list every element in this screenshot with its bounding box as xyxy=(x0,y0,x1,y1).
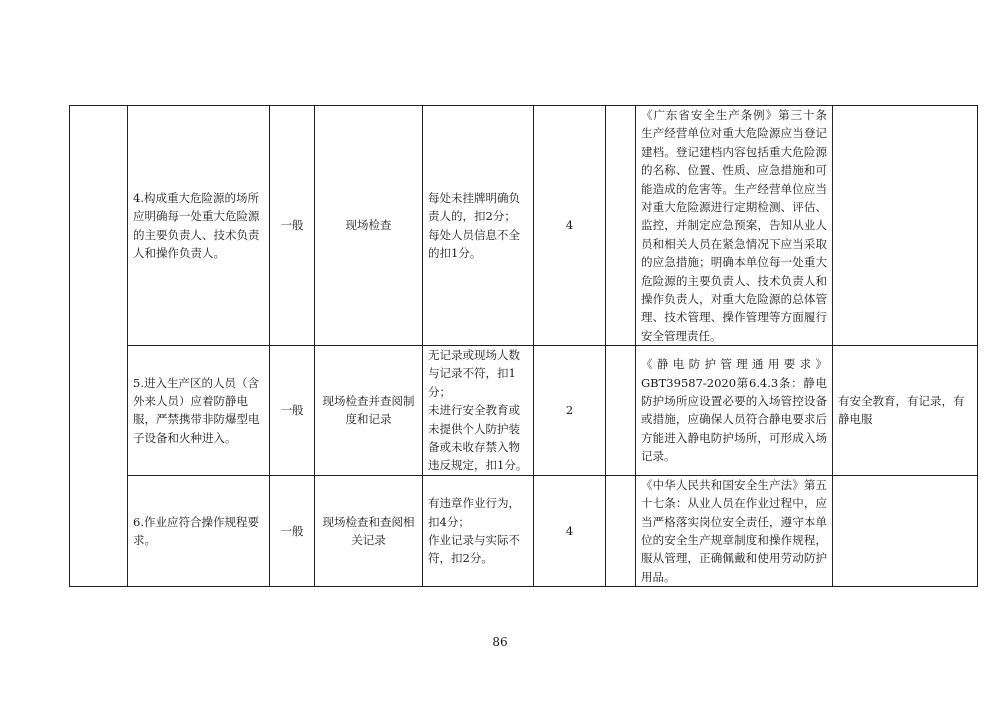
method-cell: 现场检查和查阅相关记录 xyxy=(315,475,423,586)
table-row xyxy=(70,346,978,476)
criteria-line: 无记录或现场人数与记录不符，扣1分； xyxy=(428,348,520,399)
level-cell: 一般 xyxy=(270,346,315,476)
score-cell: 2 xyxy=(534,346,606,476)
level-cell: 一般 xyxy=(270,106,315,346)
score-cell: 4 xyxy=(534,475,606,586)
note-cell: 有安全教育，有记录，有静电服 xyxy=(833,346,978,476)
basis-cell: 《广东省安全生产条例》第三十条 生产经营单位对重大危险源应当登记建档。登记建档内容包括重大危险源的名称、位置、性质、应急措施和可能造成的危害等。生产经营单位应当对重大危险源进行定期检测、评估、监控，并制定应急预案，告知从业人员和相关人员在紧急情况下应当采取的应急措施；明确本单位每一处重大危险源的主要负责人、技术负责人和操作负责人，对重大危险源的总体管理、技术管理、操作管理等方面履行安全管理责任。 xyxy=(636,106,833,346)
note-cell xyxy=(833,106,978,346)
item-cell: 4.构成重大危险源的场所应明确每一处重大危险源的主要负责人、技术负责人和操作负责人。 xyxy=(128,106,270,346)
criteria-line: 每处未挂牌明确负责人的，扣2分； xyxy=(428,190,520,224)
item-cell: 6.作业应符合操作规程要求。 xyxy=(128,475,270,586)
score-cell: 4 xyxy=(534,106,606,346)
note-cell xyxy=(833,475,978,586)
empty-cell xyxy=(606,475,636,586)
method-cell: 现场检查并查阅制度和记录 xyxy=(315,346,423,476)
page-number: 86 xyxy=(492,635,508,649)
criteria-cell xyxy=(423,106,534,346)
inspection-table xyxy=(69,105,978,587)
category-cell xyxy=(70,106,128,587)
criteria-line: 未进行安全教育或未提供个人防护装备或未收存禁入物违反规定，扣1分。 xyxy=(428,403,528,473)
criteria-cell xyxy=(423,346,534,476)
basis-cell: 《中华人民共和国安全生产法》第五十七条：从业人员在作业过程中，应当严格落实岗位安全责任，遵守本单位的安全生产规章制度和操作规程，服从管理，正确佩戴和使用劳动防护用品。 xyxy=(636,475,833,586)
level-cell: 一般 xyxy=(270,475,315,586)
criteria-line: 作业记录与实际不符，扣2分。 xyxy=(428,532,520,566)
item-cell: 5.进入生产区的人员（含外来人员）应着防静电服，严禁携带非防爆型电子设备和火种进入。 xyxy=(128,346,270,476)
empty-cell xyxy=(606,106,636,346)
criteria-line: 每处人员信息不全的扣1分。 xyxy=(428,227,520,260)
empty-cell xyxy=(606,346,636,476)
table-row xyxy=(70,106,978,346)
table-row xyxy=(70,475,978,586)
basis-cell: 《静电防护管理通用要求》GBT39587-2020第6.4.3条：静电防护场所应设置必要的入场管控设备或措施，应确保人员符合静电要求后方能进入静电防护场所，可形成入场记录。 xyxy=(636,346,833,476)
criteria-cell xyxy=(423,475,534,586)
method-cell: 现场检查 xyxy=(315,106,423,346)
criteria-line: 有违章作业行为，扣4分； xyxy=(428,496,520,529)
